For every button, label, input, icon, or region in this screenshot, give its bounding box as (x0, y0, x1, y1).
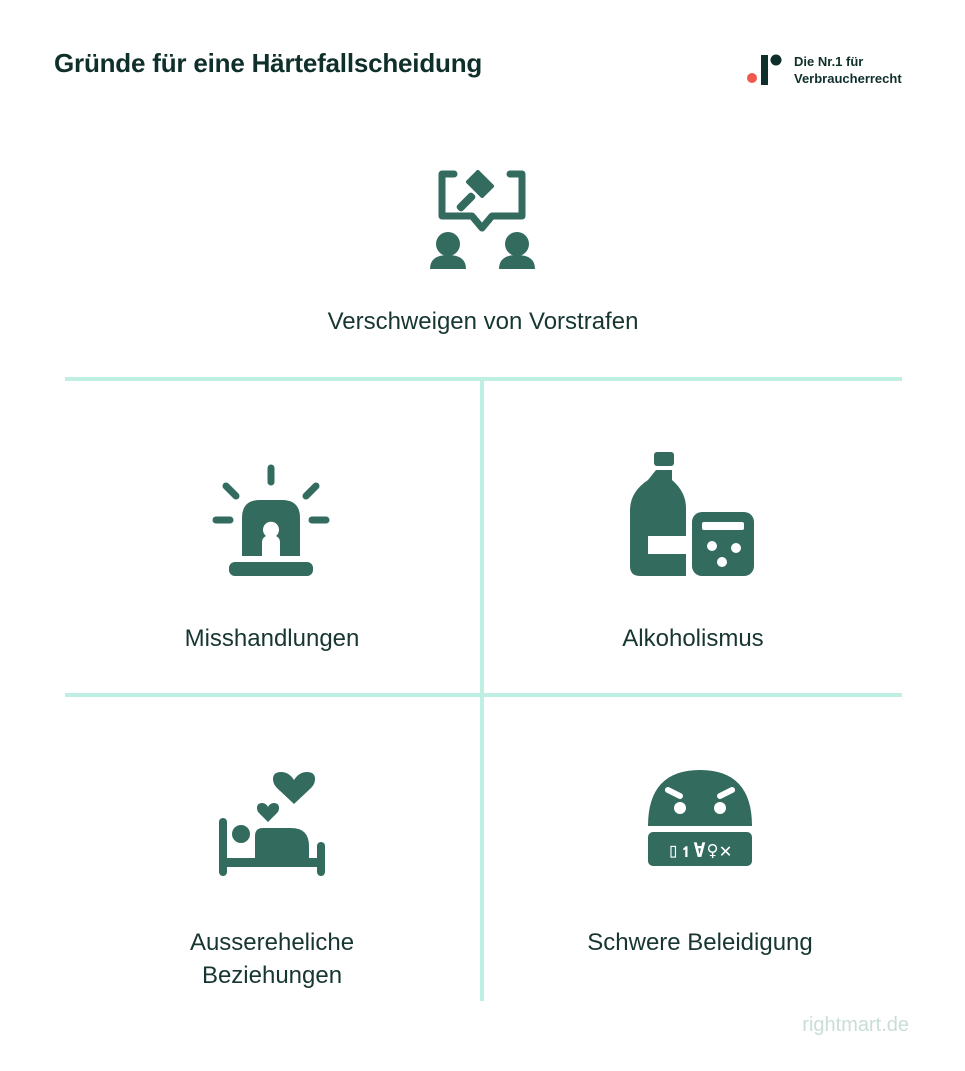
item-misshandlungen (72, 462, 472, 655)
item-label-line-1: Aussereheliche (189, 929, 355, 956)
bottle-glass-icon (628, 452, 758, 578)
footer-site: rightmart.de (802, 1014, 909, 1036)
item-beleidigung (500, 768, 900, 959)
court-chat-icon (428, 165, 538, 271)
siren-icon (212, 462, 332, 578)
bed-hearts-icon (219, 772, 325, 878)
logo-mark-icon (746, 52, 786, 88)
item-aussereheliche (72, 772, 472, 992)
logo-text (794, 53, 902, 87)
item-label: Schwere Beleidigung (587, 929, 813, 956)
item-label: Verschweigen von Vorstrafen (327, 308, 639, 335)
item-label-multiline (72, 926, 472, 992)
item-verschweigen (283, 165, 683, 338)
item-label: Alkoholismus (622, 625, 764, 652)
logo-line-2: Verbraucherrecht (794, 71, 902, 86)
divider-vertical (480, 381, 484, 1001)
svg-text:▯↿∀♀✕: ▯↿∀♀✕ (667, 838, 733, 862)
logo-line-1: Die Nr.1 für (794, 54, 864, 69)
item-alkoholismus (493, 452, 893, 655)
item-label-line-2: Beziehungen (201, 962, 343, 989)
angry-face-icon (646, 768, 754, 868)
brand-logo (746, 52, 916, 88)
item-label: Misshandlungen (184, 625, 360, 652)
page-title: Gründe für eine Härtefallscheidung (54, 48, 483, 78)
divider-middle (65, 693, 902, 697)
